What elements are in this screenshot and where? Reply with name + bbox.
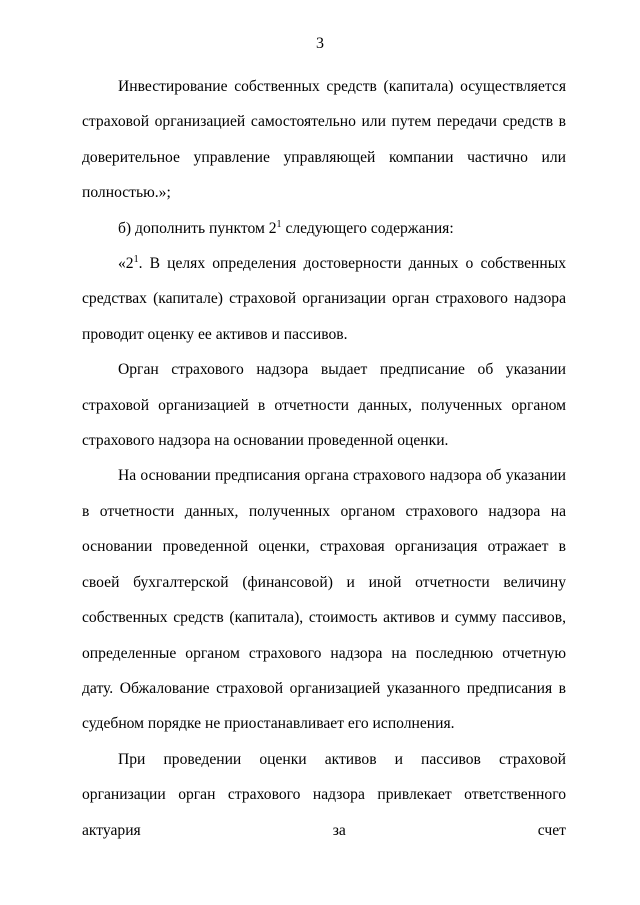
document-body — [82, 69, 566, 848]
amendment-text-end: следующего содержания: — [285, 219, 454, 237]
clause-superscript: 1 — [133, 254, 139, 266]
clause-number-text: «2 — [118, 255, 134, 273]
paragraph-clause-2-1 — [82, 246, 566, 352]
paragraph-amendment — [82, 211, 566, 246]
paragraph-actuary: При проведении оценки активов и пассивов страховой организации орган страхового надзора привлекает ответственного актуария за счет — [82, 750, 566, 839]
paragraph-investment: Инвестирование собственных средств (капитала) осуществляется страховой организацией самостоятельно или путем передачи средств в доверительное управление управляющей компании частично или полностью.»; — [82, 78, 566, 202]
amendment-superscript: 1 — [276, 218, 282, 230]
clause-text: . В целях определения достоверности данных о собственных средствах (капитале) страховой организации орган страхового надзора проводит оценку ее активов и пассивов. — [82, 255, 566, 343]
paragraph-prescription: Орган страхового надзора выдает предписание об указании страховой организацией в отчетности данных, полученных органом страхового надзора на основании проведенной оценки. — [82, 361, 566, 450]
paragraph-reporting: На основании предписания органа страхового надзора об указании в отчетности данных, полученных органом страхового надзора на основании проведенной оценки, страховая организация отражает в своей бухгалтерской (финансовой) и иной отчетности величину собственных средств (капитала), стоимость активов и сумму пассивов, определенные органом страхового надзора на последнюю отчетную дату. Обжалование страховой организацией указанного предписания в судебном порядке не приостанавливает его исполнения. — [82, 467, 566, 733]
page-number: 3 — [316, 35, 324, 52]
amendment-text-start: б) дополнить пунктом 2 — [118, 219, 277, 237]
